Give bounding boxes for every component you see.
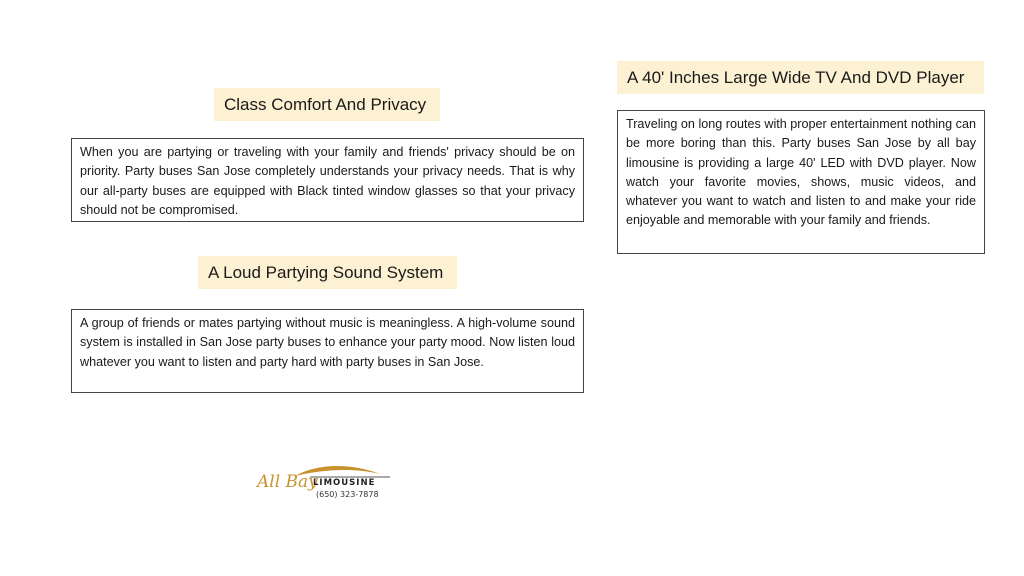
sound-text-box: A group of friends or mates partying without music is meaningless. A high-volume sound system is installed in San Jose party buses to enhance your party mood. Now listen loud whatever you want to listen and party hard with party buses in San Jose. xyxy=(71,309,584,393)
heading-sound-system: A Loud Partying Sound System xyxy=(198,256,457,289)
logo-phone-number: (650) 323-7878 xyxy=(316,490,379,499)
heading-tv-dvd-player: A 40' Inches Large Wide TV And DVD Player xyxy=(617,61,984,94)
privacy-text-box: When you are partying or traveling with your family and friends' privacy should be on priority. Party buses San Jose completely understands your privacy needs. That is why our all-party buses are equipped with Black tinted window glasses so that your privacy should not be compromised. xyxy=(71,138,584,222)
logo-wordmark: LIMOUSINE xyxy=(313,478,376,488)
all-bay-limousine-logo xyxy=(255,462,395,506)
tv-text-box: Traveling on long routes with proper entertainment nothing can be more boring than this. Party buses San Jose by all bay limousine is providing a large 40' LED with DVD player. Now watch your favorite movies, shows, music videos, and whatever you want to watch and listen to and make your ride enjoyable and memorable with your family and friends. xyxy=(617,110,985,254)
logo-script-text: All Bay xyxy=(257,472,318,492)
heading-class-comfort-privacy: Class Comfort And Privacy xyxy=(214,88,440,121)
